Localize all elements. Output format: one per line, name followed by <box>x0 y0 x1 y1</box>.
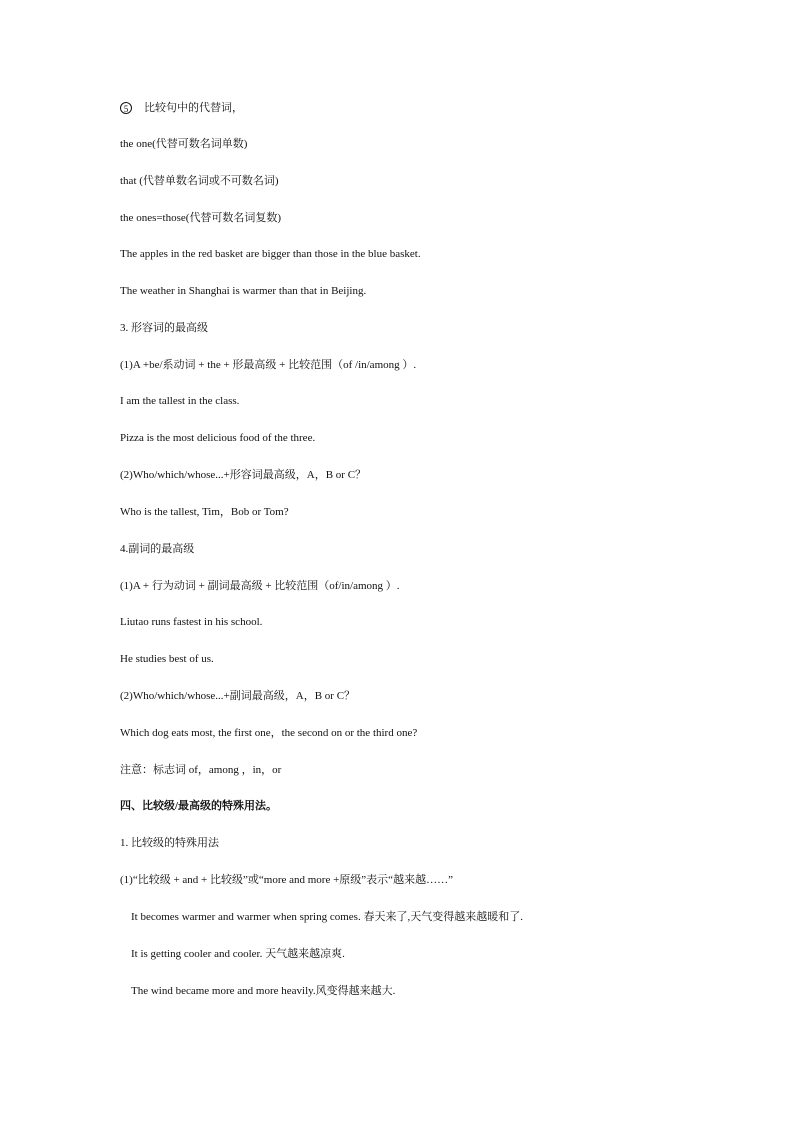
text-line: Liutao runs fastest in his school. <box>120 616 263 628</box>
text-line: Which dog eats most, the first one，the second on or the third one? <box>120 727 418 739</box>
text-line: that (代替单数名词或不可数名词) <box>120 175 279 187</box>
example-line: It becomes warmer and warmer when spring comes. 春天来了,天气变得越来越暖和了. <box>131 911 523 923</box>
line-text: 比较句中的代替词， <box>144 102 243 114</box>
note-line: 注意：标志词 of，among ，in，or <box>120 764 282 776</box>
text-line <box>120 101 243 115</box>
text-line: the ones=those(代替可数名词复数) <box>120 212 282 224</box>
text-line: (1)A + 行为动词 + 副词最高级 + 比较范围（of/in/among ）. <box>120 580 400 592</box>
example-line: The wind became more and more heavily.风变得越来越大. <box>131 985 396 997</box>
text-line: The apples in the red basket are bigger than those in the blue basket. <box>120 248 421 260</box>
example-line: It is getting cooler and cooler. 天气越来越凉爽. <box>131 948 345 960</box>
text-line: (1)A +be/系动词 + the + 形最高级 + 比较范围（of /in/among ）. <box>120 359 417 371</box>
section-heading: 1. 比较级的特殊用法 <box>120 837 219 849</box>
text-line: (2)Who/which/whose...+副词最高级，A，B or C？ <box>120 690 356 702</box>
text-line: He studies best of us. <box>120 653 214 665</box>
text-line: (2)Who/which/whose...+形容词最高级，A，B or C？ <box>120 469 367 481</box>
text-line: The weather in Shanghai is warmer than that in Beijing. <box>120 285 367 297</box>
text-line: (1)“比较级 + and + 比较级”或“more and more +原级”表示“越来越……” <box>120 874 453 886</box>
section-heading: 4.副词的最高级 <box>120 543 195 555</box>
chapter-heading: 四、比较级/最高级的特殊用法。 <box>120 800 278 812</box>
text-line: Pizza is the most delicious food of the three. <box>120 432 316 444</box>
circled-number: 5 <box>120 102 132 114</box>
text-line: I am the tallest in the class. <box>120 395 240 407</box>
section-heading: 3. 形容词的最高级 <box>120 322 208 334</box>
text-line: the one(代替可数名词单数) <box>120 138 248 150</box>
text-line: Who is the tallest, Tim，Bob or Tom? <box>120 506 289 518</box>
